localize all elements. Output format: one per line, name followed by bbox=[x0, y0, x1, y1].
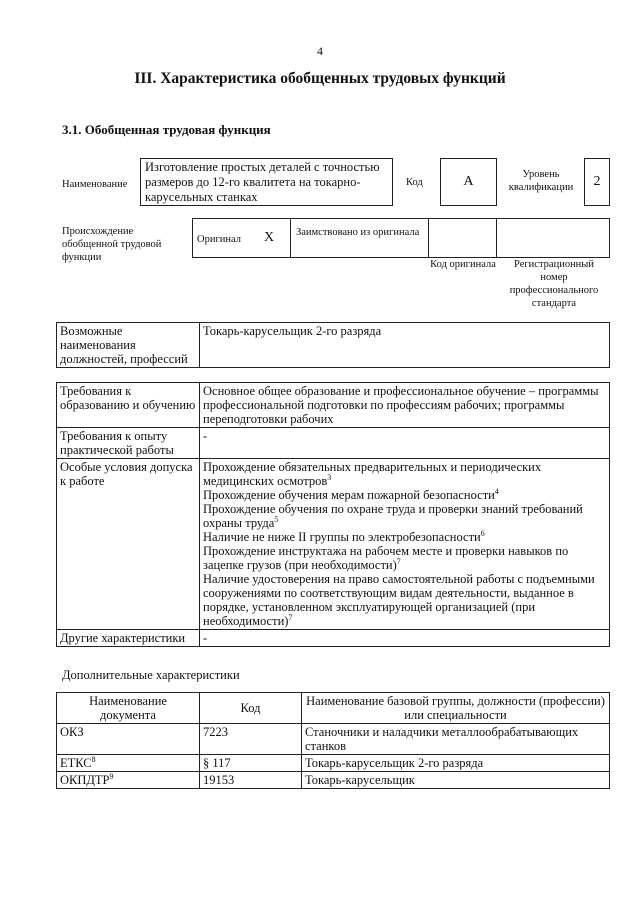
col-header-code: Код bbox=[200, 693, 302, 724]
positions-value: Токарь-карусельщик 2-го разряда bbox=[200, 323, 610, 368]
code-label: Код bbox=[406, 177, 423, 188]
req-value: Основное общее образование и профессиональное обучение – программы профессиональной подготовки по профессиям рабочих; программы переподготовки рабочих bbox=[200, 383, 610, 428]
code-cell: 7223 bbox=[200, 724, 302, 755]
doc-cell: ОКЗ bbox=[57, 724, 200, 755]
page-number: 4 bbox=[317, 44, 323, 58]
table-header-row bbox=[57, 693, 610, 724]
req-line: Прохождение инструктажа на рабочем месте и проверки навыков по зацепке грузов (при необходимости)$^7$ bbox=[203, 544, 569, 572]
req-value: - bbox=[200, 428, 610, 459]
doc-cell: ЕТКС$^8$ bbox=[57, 755, 200, 772]
name-label: Наименование bbox=[62, 179, 128, 190]
table-row bbox=[57, 459, 610, 630]
req-value bbox=[200, 459, 610, 630]
original-mark: X bbox=[264, 230, 275, 245]
requirements-table bbox=[56, 382, 610, 647]
table-row bbox=[57, 755, 610, 772]
original-label: Оригинал bbox=[197, 234, 241, 245]
origin-label: Происхождение обобщенной трудовой функции bbox=[62, 226, 162, 263]
code-cell: § 117 bbox=[200, 755, 302, 772]
col-header-doc: Наименование документа bbox=[57, 693, 200, 724]
req-line: Прохождение обязательных предварительных и периодических медицинских осмотров$^3$ bbox=[203, 460, 542, 488]
reg-number-label: Регистрационный номер профессионального стандарта bbox=[509, 259, 599, 309]
req-line: Прохождение обучения мерам пожарной безопасности$^4$ bbox=[203, 486, 499, 502]
name-cell: Токарь-карусельщик bbox=[302, 772, 610, 789]
subsection-title: 3.1. Обобщенная трудовая функция bbox=[62, 122, 271, 137]
req-line: Наличие удостоверения на право самостоятельной работы с подъемными сооружениями по соответствующим видам деятельности, выданное в порядке, установленном эксплуатирующей организацией (при необходимости)$^7$ bbox=[203, 572, 595, 628]
section-title: III. Характеристика обобщенных трудовых функций bbox=[134, 70, 506, 87]
req-value: - bbox=[200, 630, 610, 647]
function-code: A bbox=[440, 158, 497, 206]
doc-cell: ОКПДТР$^9$ bbox=[57, 772, 200, 789]
positions-table bbox=[56, 322, 610, 368]
req-line: Наличие не ниже II группы по электробезопасности$^6$ bbox=[203, 528, 485, 544]
name-cell: Станочники и наладчики металлообрабатывающих станков bbox=[302, 724, 610, 755]
name-cell: Токарь-карусельщик 2-го разряда bbox=[302, 755, 610, 772]
req-label: Особые условия допуска к работе bbox=[57, 459, 200, 630]
qualification-level: 2 bbox=[584, 158, 610, 206]
level-label: Уровень квалификации bbox=[508, 169, 574, 193]
table-row bbox=[57, 383, 610, 428]
additional-table bbox=[56, 692, 610, 789]
col-header-name: Наименование базовой группы, должности (профессии) или специальности bbox=[302, 693, 610, 724]
table-row bbox=[57, 630, 610, 647]
function-name: Изготовление простых деталей с точностью размеров до 12-го квалитета на токарно-карусельных станках bbox=[140, 158, 393, 206]
table-row bbox=[57, 428, 610, 459]
table-row bbox=[57, 772, 610, 789]
code-cell: 19153 bbox=[200, 772, 302, 789]
additional-title: Дополнительные характеристики bbox=[62, 668, 240, 682]
req-label: Требования к опыту практической работы bbox=[57, 428, 200, 459]
positions-label: Возможные наименования должностей, профессий bbox=[57, 323, 200, 368]
req-label: Требования к образованию и обучению bbox=[57, 383, 200, 428]
borrowed-label: Заимствовано из оригинала bbox=[296, 227, 420, 238]
code-original-label: Код оригинала bbox=[430, 259, 496, 270]
req-label: Другие характеристики bbox=[57, 630, 200, 647]
req-line: Прохождение обучения по охране труда и проверки знаний требований охраны труда$^5$ bbox=[203, 502, 583, 530]
table-row bbox=[57, 724, 610, 755]
